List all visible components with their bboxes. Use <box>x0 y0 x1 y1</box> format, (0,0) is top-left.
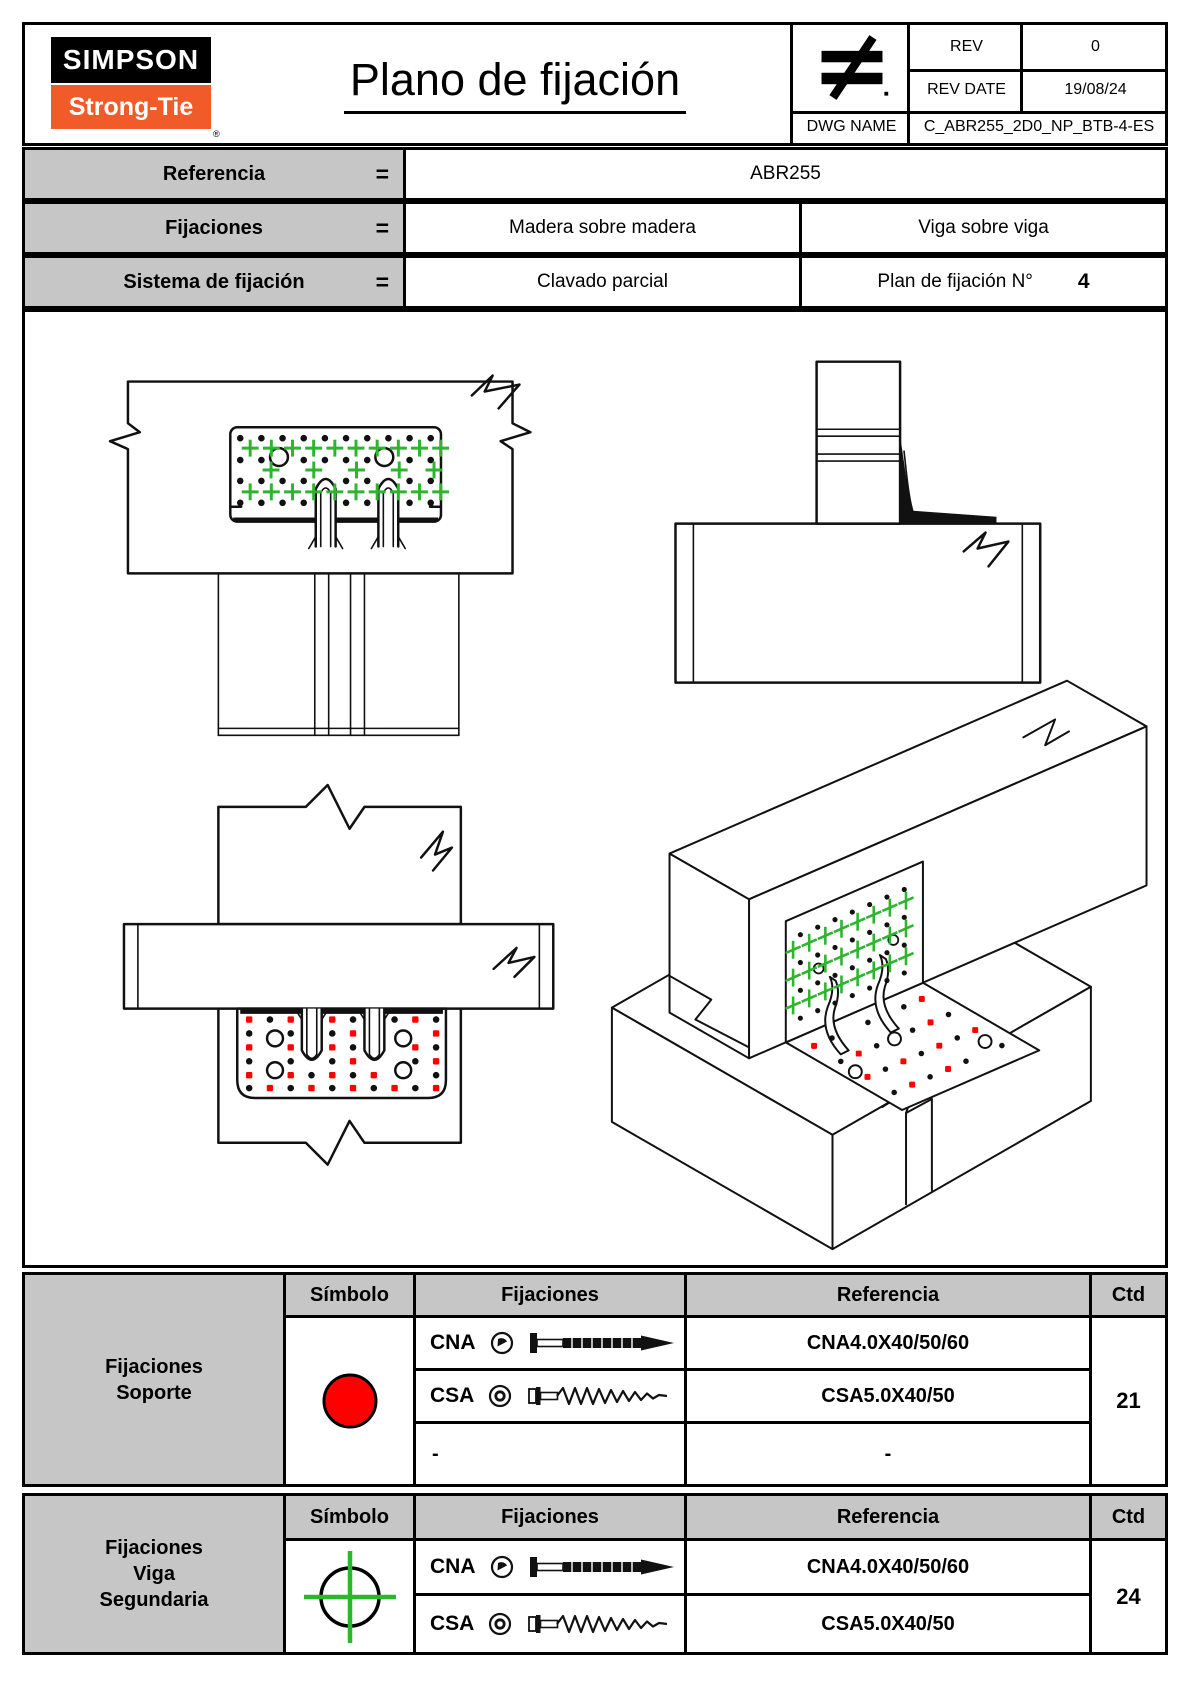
strongtie-logo <box>51 85 211 129</box>
screw-head-icon <box>487 1611 513 1637</box>
ctd-soporte: 21 <box>1116 1388 1141 1413</box>
logo-simpson-text: SIMPSON <box>62 44 200 75</box>
header-referencia: Referencia <box>687 1275 1092 1318</box>
group-label-viga: Fijaciones Viga Segundaria <box>25 1496 286 1652</box>
rev-date-value: 19/08/24 <box>1020 69 1168 114</box>
dwg-name-value: C_ABR255_2D0_NP_BTB-4-ES <box>907 111 1168 143</box>
info-row-fijaciones <box>22 201 1168 255</box>
equals-sign: = <box>375 268 389 295</box>
header-simbolo: Símbolo <box>286 1275 416 1318</box>
not-equal-icon <box>812 34 892 102</box>
green-cross-circle-icon <box>300 1547 400 1647</box>
ref-empty: - <box>687 1424 1092 1484</box>
fixing-row-csa: CSA <box>416 1596 687 1652</box>
fixing-row-cna: CNA <box>416 1541 687 1596</box>
ref-csa: CSA5.0X40/50 <box>687 1371 1092 1424</box>
screw-icon <box>526 1611 676 1637</box>
nail-head-icon <box>489 1330 515 1356</box>
rev-value: 0 <box>1020 25 1168 72</box>
equals-sign: = <box>375 160 389 187</box>
header-fijaciones: Fijaciones <box>416 1496 687 1541</box>
plan-label: Plan de fijación N° <box>877 271 1033 292</box>
brand-mark-cell <box>790 25 910 114</box>
header-ctd: Ctd <box>1092 1496 1165 1541</box>
fixing-plan-drawing <box>25 312 1165 1265</box>
screw-icon <box>526 1383 676 1409</box>
ref-cna: CNA4.0X40/50/60 <box>687 1541 1092 1596</box>
page-title: Plano de fijación <box>255 25 775 143</box>
fijaciones-label: Fijaciones = <box>25 204 406 252</box>
plan-number-cell <box>802 258 1165 306</box>
ref-cna: CNA4.0X40/50/60 <box>687 1318 1092 1371</box>
group-label-soporte: Fijaciones Soporte <box>25 1275 286 1484</box>
technical-drawing-area <box>22 309 1168 1268</box>
info-row-referencia <box>22 147 1168 201</box>
registered-mark: ® <box>213 129 220 139</box>
rev-date-label: REV DATE <box>907 69 1023 114</box>
logo-strongtie-text: Strong-Tie <box>68 92 194 121</box>
header-fijaciones: Fijaciones <box>416 1275 687 1318</box>
equals-sign: = <box>375 214 389 241</box>
symbol-secondary-beam-fixing <box>286 1541 416 1652</box>
ref-csa: CSA5.0X40/50 <box>687 1596 1092 1652</box>
nail-head-icon <box>489 1554 515 1580</box>
referencia-label: Referencia = <box>25 150 406 198</box>
simpson-logo <box>51 37 211 83</box>
symbol-support-fixing <box>286 1318 416 1484</box>
fixing-row-csa: CSA <box>416 1371 687 1424</box>
bottom-view <box>124 785 553 1165</box>
screw-head-icon <box>487 1383 513 1409</box>
sistema-label: Sistema de fijación = <box>25 258 406 306</box>
dwg-name-label: DWG NAME <box>790 111 910 143</box>
red-dot-icon <box>318 1369 382 1433</box>
fixing-row-empty: - <box>416 1424 687 1484</box>
secondary-beam-side <box>817 362 900 524</box>
bracket-profile-side <box>900 435 996 524</box>
plan-number: 4 <box>1077 270 1090 293</box>
side-view <box>675 362 1040 683</box>
isometric-view <box>612 681 1147 1249</box>
sistema-value-1: Clavado parcial <box>406 258 802 306</box>
referencia-value: ABR255 <box>750 163 821 184</box>
title-block <box>22 22 1168 146</box>
legend-table-soporte <box>22 1272 1168 1487</box>
header-referencia: Referencia <box>687 1496 1092 1541</box>
fijaciones-value-2: Viga sobre viga <box>918 217 1049 238</box>
header-simbolo: Símbolo <box>286 1496 416 1541</box>
ctd-viga: 24 <box>1116 1583 1141 1609</box>
front-view <box>110 376 530 736</box>
info-row-sistema <box>22 255 1168 309</box>
fijaciones-value-1: Madera sobre madera <box>406 204 802 252</box>
rev-label: REV <box>907 25 1023 72</box>
nail-icon <box>528 1554 678 1580</box>
nail-icon <box>528 1330 678 1356</box>
legend-table-viga <box>22 1493 1168 1655</box>
header-ctd: Ctd <box>1092 1275 1165 1318</box>
fixing-row-cna: CNA <box>416 1318 687 1371</box>
